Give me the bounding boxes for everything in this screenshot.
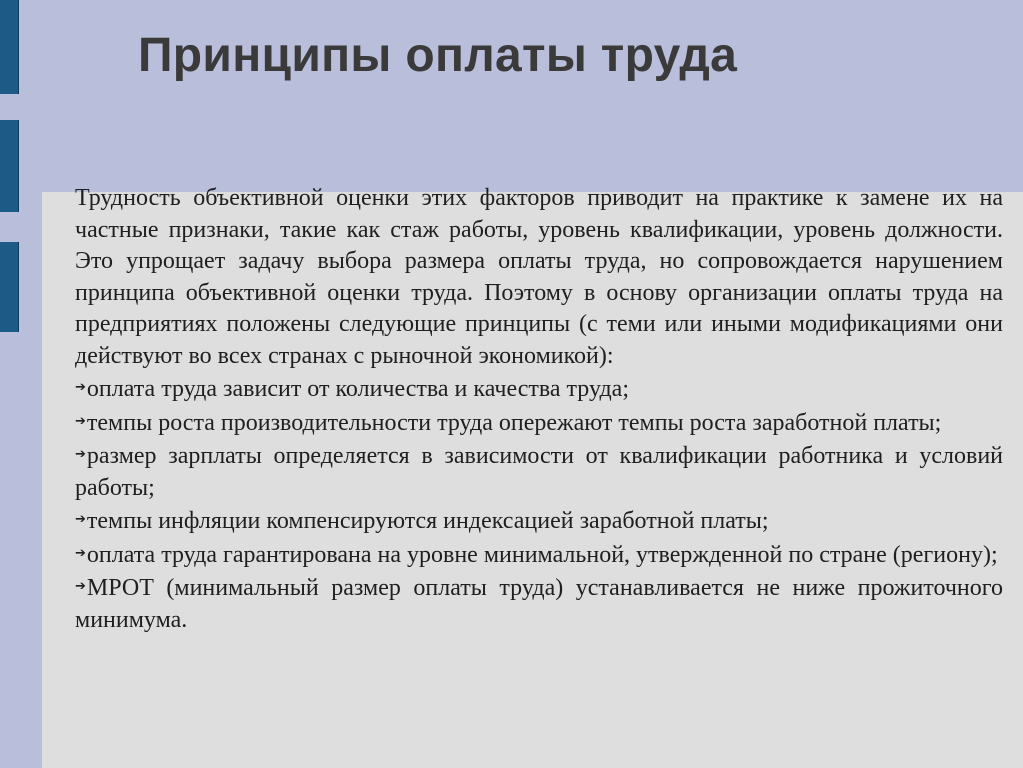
slide-title: Принципы оплаты труда xyxy=(138,29,738,82)
intro-paragraph: Трудность объективной оценки этих факторов приводит на практике к замене их на частные признаки, такие как стаж работы, уровень квалификации, уровень должности. Это упрощает задачу выбора размера оплаты труда, но сопровождается нарушением принципа объективной оценки труда. Поэтому в основу организации оплаты труда на предприятиях положены следующие принципы (с теми или иными модификациями они действуют во всех странах с рыночной экономикой): xyxy=(75,185,1003,369)
arrow-right-icon: ➔ xyxy=(75,447,86,462)
list-item-text: темпы инфляции компенсируются индексацией заработной платы; xyxy=(86,508,769,534)
arrow-right-icon: ➔ xyxy=(75,413,86,429)
arrow-right-icon: ➔ xyxy=(75,579,86,594)
body-text xyxy=(75,183,1003,636)
list-item-text: размер зарплаты определяется в зависимости от квалификации работника и условий работы; xyxy=(75,443,1003,501)
decorative-bar xyxy=(0,0,19,94)
list-item xyxy=(75,504,1003,538)
decorative-bar xyxy=(0,242,19,332)
arrow-right-icon: ➔ xyxy=(75,380,86,395)
list-item xyxy=(75,571,1003,636)
list-item-text: оплата труда зависит от количества и качества труда; xyxy=(86,376,629,402)
list-item-text: оплата труда гарантирована на уровне минимальной, утвержденной по стране (региону); xyxy=(86,541,998,568)
list-item xyxy=(75,538,1003,572)
list-item-text: темпы роста производительности труда опережают темпы роста заработной платы; xyxy=(86,409,942,436)
arrow-right-icon: ➔ xyxy=(75,545,86,561)
list-item xyxy=(75,406,1003,440)
list-item xyxy=(75,372,1003,406)
list-item-text: МРОТ (минимальный размер оплаты труда) устанавливается не ниже прожиточного минимума. xyxy=(75,575,1003,633)
decorative-bar xyxy=(0,120,19,212)
list-item xyxy=(75,439,1003,504)
arrow-right-icon: ➔ xyxy=(75,512,86,527)
